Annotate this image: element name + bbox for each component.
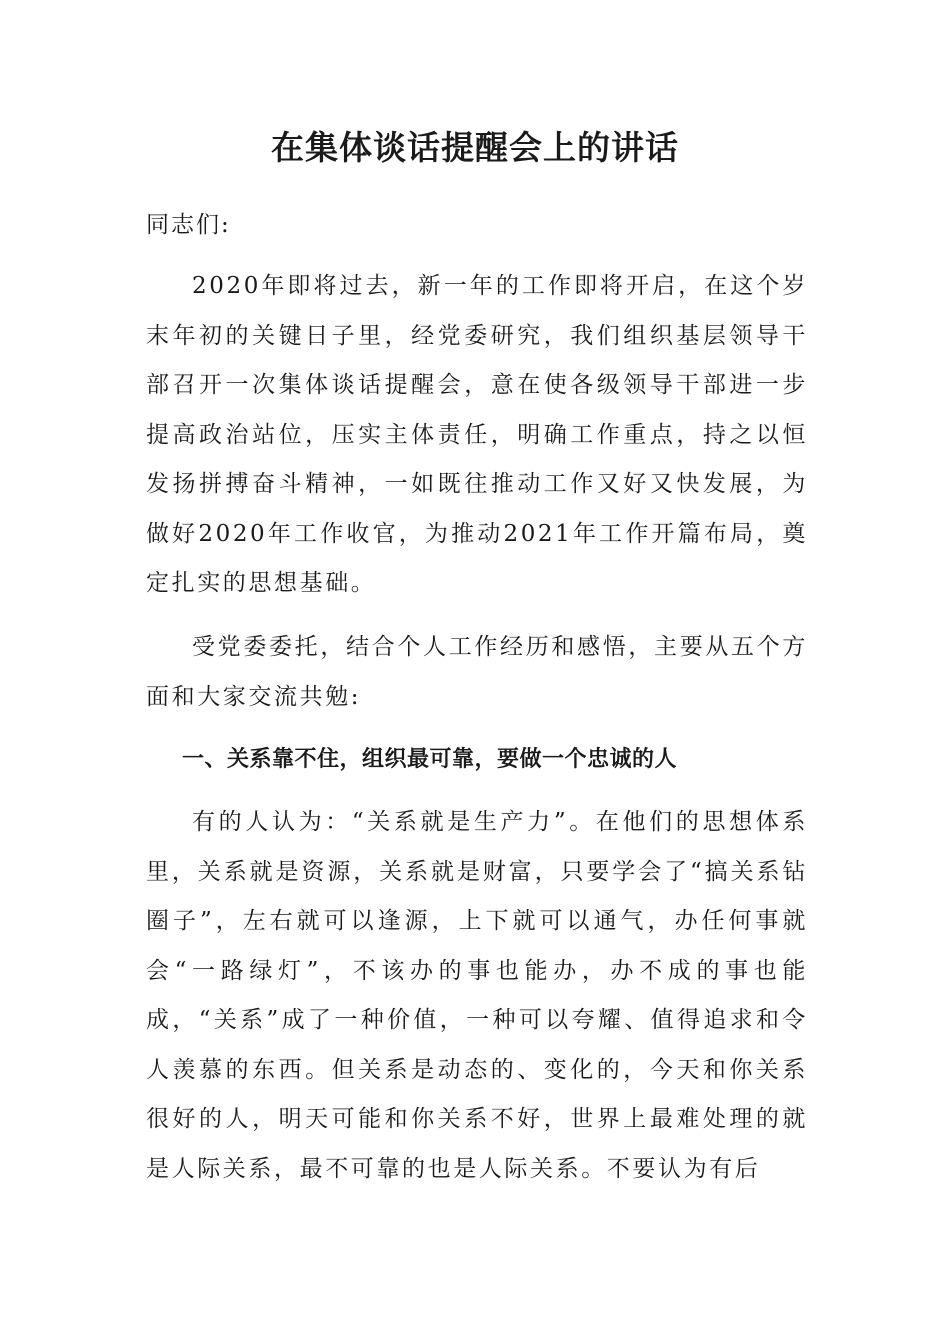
salutation: 同志们: xyxy=(146,212,231,238)
paragraph-commission: 受党委委托，结合个人工作经历和感悟，主要从五个方面和大家交流共勉: xyxy=(146,634,808,710)
paragraph-intro: 2020年即将过去，新一年的工作即将开启，在这个岁末年初的关键日子里，经党委研究，我们组织基层领导干部召开一次集体谈话提醒会，意在使各级领导干部进一步提高政治站位，压实主体责任，明确工作重点，持之以恒发扬拼搏奋斗精神，一如既往推动工作又好又快发展，为做好2020年工作收官，为推动2021年工作开篇布局，奠定扎实的思想基础。 xyxy=(146,273,808,596)
document-title: 在集体谈话提醒会上的讲话 xyxy=(271,128,679,167)
paragraph-section-1: 有的人认为：“关系就是生产力”。在他们的思想体系里，关系就是资源，关系就是财富，只要学会了“搞关系钻圈子”，左右就可以逢源，上下就可以通气，办任何事就会“一路绿灯”，不该办的事也能办，办不成的事也能成，“关系”成了一种价值，一种可以夸耀、值得追求和令人羡慕的东西。但关系是动态的、变化的，今天和你关系很好的人，明天可能和你关系不好，世界上最难处理的就是人际关系，最不可靠的也是人际关系。不要认为有后 xyxy=(146,809,808,1182)
section-heading-1: 一、关系靠不住，组织最可靠，要做一个忠诚的人 xyxy=(182,747,678,772)
